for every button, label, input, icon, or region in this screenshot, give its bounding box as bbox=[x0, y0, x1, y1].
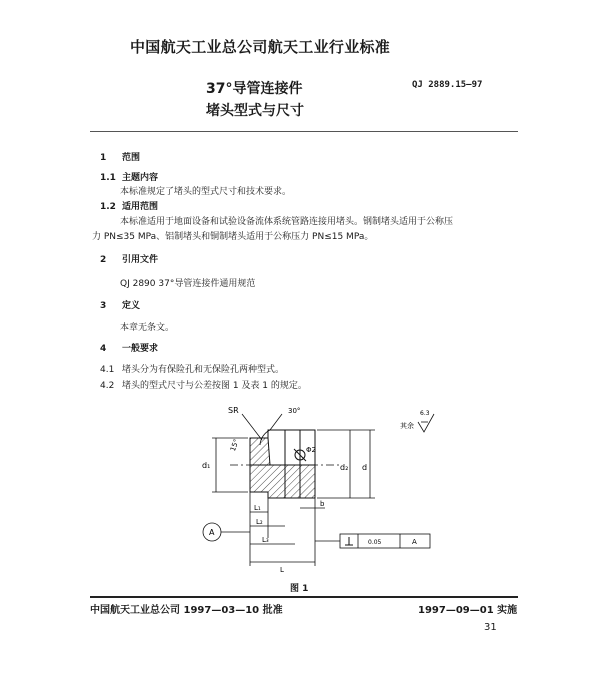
roughness-value: 6.3 bbox=[420, 410, 430, 417]
section-1-2-text-line1: 本标准适用于地面设备和试验设备流体系统管路连接用堵头。钢制堵头适用于公称压 bbox=[120, 217, 454, 227]
l3-label: L₃ bbox=[262, 536, 269, 544]
rest-label: 其余 bbox=[400, 422, 414, 430]
section-2-heading: 2 引用文件 bbox=[100, 255, 159, 265]
angle30-label: 30° bbox=[288, 407, 301, 415]
standard-title-line2: 堵头型式与尺寸 bbox=[206, 103, 304, 119]
tolerance-datum: A bbox=[412, 538, 417, 546]
section-4-1: 4.1 堵头分为有保险孔和无保险孔两种型式。 bbox=[100, 365, 285, 375]
footer-rule bbox=[90, 596, 518, 598]
section-1-heading: 1 范围 bbox=[100, 153, 141, 163]
effective-date: 1997—09—01 实施 bbox=[418, 605, 518, 616]
header-rule bbox=[90, 131, 518, 132]
section-3-heading: 3 定义 bbox=[100, 301, 141, 311]
phi2-label: Φ2 bbox=[306, 446, 316, 454]
figure-caption: 图 1 bbox=[290, 584, 309, 594]
issuing-organization: 中国航天工业总公司航天工业行业标准 bbox=[130, 38, 391, 56]
section-3-text: 本章无条文。 bbox=[120, 323, 175, 333]
section-1-2-heading: 1.2 适用范围 bbox=[100, 202, 159, 212]
sr-label: SR bbox=[228, 406, 239, 415]
tolerance-value: 0.05 bbox=[368, 539, 382, 546]
datum-a-label: A bbox=[209, 528, 215, 537]
section-4-2: 4.2 堵头的型式尺寸与公差按图 1 及表 1 的规定。 bbox=[100, 381, 307, 391]
issued-date: 中国航天工业总公司 1997—03—10 批准 bbox=[90, 605, 283, 616]
d-label: d bbox=[362, 463, 368, 472]
section-1-2-text-line2: 力 PN≤35 MPa、铝制堵头和铜制堵头适用于公称压力 PN≤15 MPa。 bbox=[92, 232, 374, 242]
figure-1-drawing bbox=[190, 400, 450, 580]
standard-number: QJ 2889.15—97 bbox=[412, 80, 483, 90]
b-label: b bbox=[320, 500, 325, 508]
angle15-label: 15° bbox=[228, 438, 241, 453]
page-number: 31 bbox=[484, 622, 497, 633]
d1-label: d₁ bbox=[202, 461, 211, 470]
l2-label: L₂ bbox=[256, 518, 263, 526]
d2-label: d₂ bbox=[340, 463, 349, 472]
section-1-1-heading: 1.1 主题内容 bbox=[100, 173, 159, 183]
standard-title-line1: 37°导管连接件 bbox=[206, 81, 303, 97]
section-4-heading: 4 一般要求 bbox=[100, 344, 159, 354]
l1-label: L₁ bbox=[254, 504, 261, 512]
l-label: L bbox=[280, 566, 284, 574]
plug-body bbox=[230, 430, 340, 498]
section-1-1-text: 本标准规定了堵头的型式尺寸和技术要求。 bbox=[120, 187, 292, 197]
reference-document: QJ 2890 37°导管连接件通用规范 bbox=[120, 279, 256, 289]
